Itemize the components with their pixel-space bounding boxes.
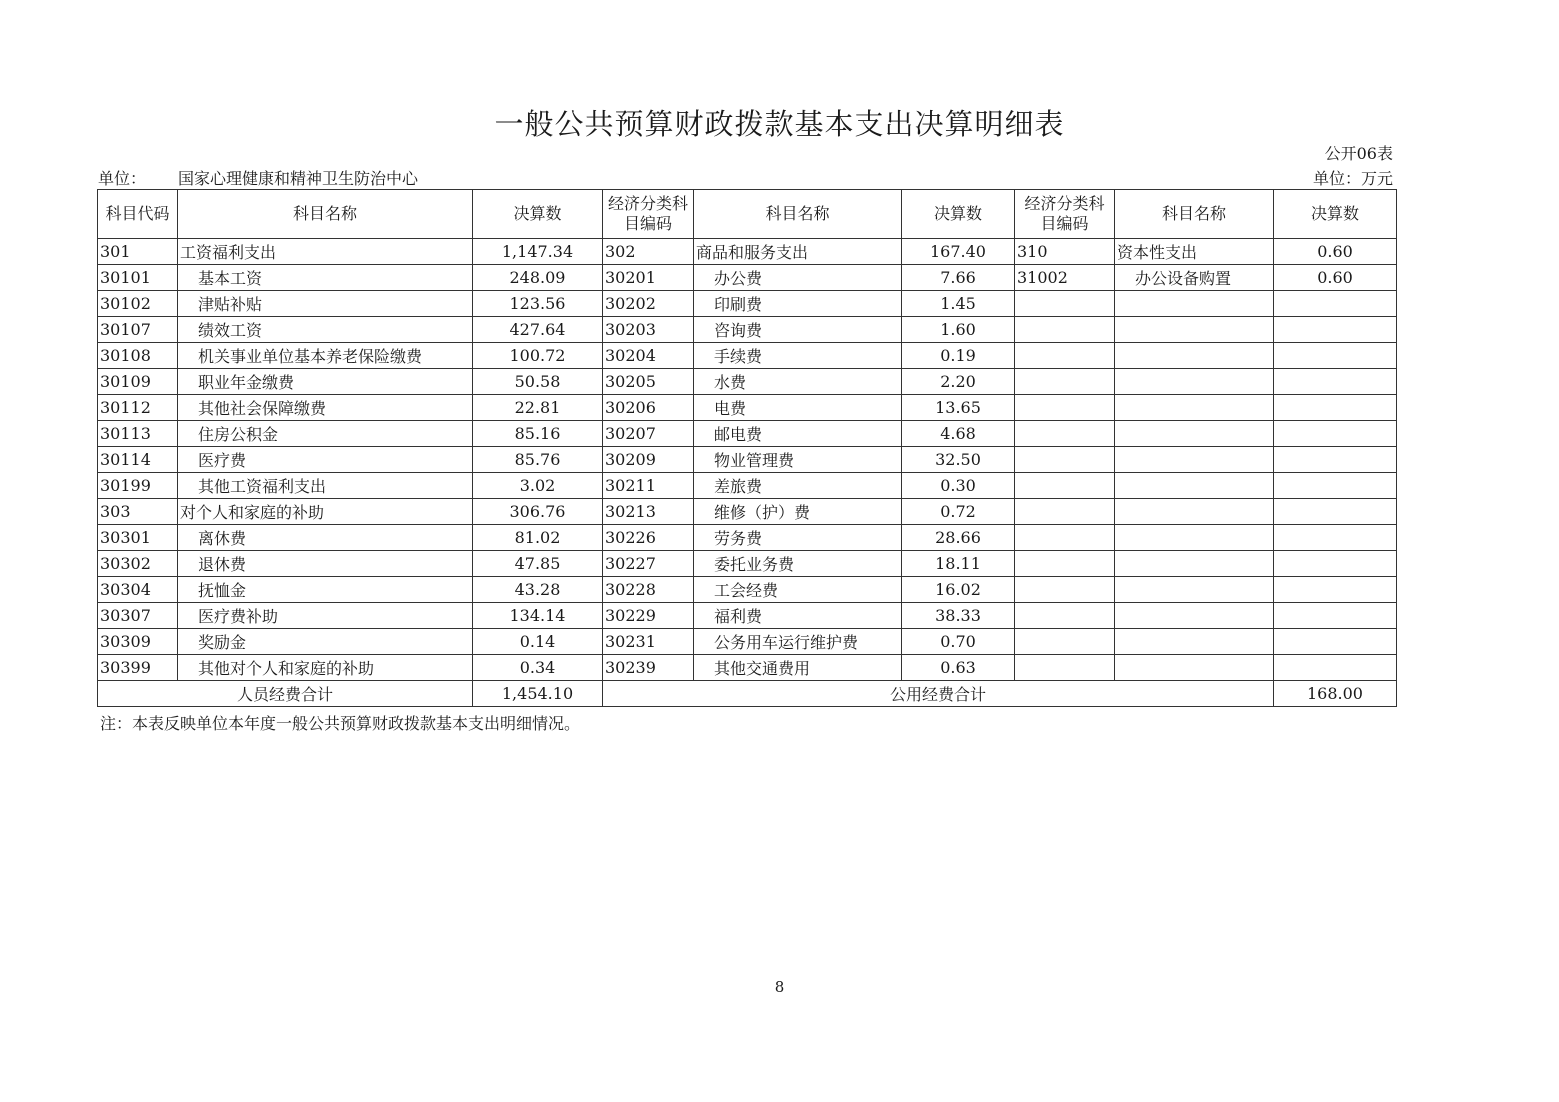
cell-amount-3 — [1274, 577, 1397, 603]
cell-code-3: 31002 — [1015, 265, 1115, 291]
cell-amount-2: 4.68 — [902, 421, 1015, 447]
cell-code-2: 30201 — [603, 265, 694, 291]
cell-amount-1: 85.16 — [473, 421, 603, 447]
cell-amount-2: 1.45 — [902, 291, 1015, 317]
cell-amount-2: 2.20 — [902, 369, 1015, 395]
cell-name-1: 职业年金缴费 — [178, 369, 473, 395]
cell-code-3: 310 — [1015, 239, 1115, 265]
cell-amount-3 — [1274, 499, 1397, 525]
cell-amount-3: 0.60 — [1274, 265, 1397, 291]
cell-code-2: 30206 — [603, 395, 694, 421]
cell-amount-2: 13.65 — [902, 395, 1015, 421]
header-name-3: 科目名称 — [1115, 190, 1274, 239]
totals-row — [98, 681, 1397, 707]
table-row — [98, 265, 1397, 291]
cell-name-1: 基本工资 — [178, 265, 473, 291]
cell-code-2: 30239 — [603, 655, 694, 681]
page-title: 一般公共预算财政拨款基本支出决算明细表 — [494, 107, 1065, 141]
personnel-total-value: 1,454.10 — [473, 681, 603, 707]
cell-amount-1: 22.81 — [473, 395, 603, 421]
form-number: 公开06表 — [1324, 144, 1393, 163]
cell-name-3 — [1115, 317, 1274, 343]
cell-amount-3 — [1274, 343, 1397, 369]
cell-amount-1: 85.76 — [473, 447, 603, 473]
cell-amount-1: 248.09 — [473, 265, 603, 291]
cell-code-2: 30203 — [603, 317, 694, 343]
cell-amount-1: 43.28 — [473, 577, 603, 603]
header-amount-3: 决算数 — [1274, 190, 1397, 239]
cell-amount-3 — [1274, 473, 1397, 499]
cell-amount-1: 134.14 — [473, 603, 603, 629]
cell-amount-2: 1.60 — [902, 317, 1015, 343]
cell-amount-1: 427.64 — [473, 317, 603, 343]
cell-name-1: 机关事业单位基本养老保险缴费 — [178, 343, 473, 369]
cell-amount-3 — [1274, 655, 1397, 681]
cell-name-1: 其他对个人和家庭的补助 — [178, 655, 473, 681]
cell-code-3 — [1015, 369, 1115, 395]
table-row — [98, 239, 1397, 265]
cell-name-1: 奖励金 — [178, 629, 473, 655]
cell-code-1: 30399 — [98, 655, 178, 681]
cell-name-2: 商品和服务支出 — [694, 239, 902, 265]
table-row — [98, 343, 1397, 369]
cell-amount-2: 0.70 — [902, 629, 1015, 655]
cell-amount-3 — [1274, 551, 1397, 577]
table-body — [98, 239, 1397, 681]
cell-amount-1: 1,147.34 — [473, 239, 603, 265]
cell-name-2: 邮电费 — [694, 421, 902, 447]
header-amount-2: 决算数 — [902, 190, 1015, 239]
header-code-1: 科目代码 — [98, 190, 178, 239]
cell-code-3 — [1015, 629, 1115, 655]
cell-code-1: 30302 — [98, 551, 178, 577]
cell-code-2: 30228 — [603, 577, 694, 603]
cell-code-2: 30202 — [603, 291, 694, 317]
table-row — [98, 421, 1397, 447]
cell-code-1: 30107 — [98, 317, 178, 343]
header-amount-1: 决算数 — [473, 190, 603, 239]
cell-amount-3 — [1274, 447, 1397, 473]
cell-amount-2: 0.63 — [902, 655, 1015, 681]
cell-amount-2: 28.66 — [902, 525, 1015, 551]
cell-code-1: 30101 — [98, 265, 178, 291]
cell-name-1: 对个人和家庭的补助 — [178, 499, 473, 525]
cell-name-2: 差旅费 — [694, 473, 902, 499]
cell-code-1: 30114 — [98, 447, 178, 473]
table-row — [98, 395, 1397, 421]
cell-code-2: 30227 — [603, 551, 694, 577]
table-row — [98, 499, 1397, 525]
cell-code-1: 301 — [98, 239, 178, 265]
page-number: 8 — [774, 978, 785, 996]
cell-name-1: 抚恤金 — [178, 577, 473, 603]
cell-code-1: 30309 — [98, 629, 178, 655]
cell-code-3 — [1015, 551, 1115, 577]
cell-amount-3 — [1274, 421, 1397, 447]
table-header-row — [98, 190, 1397, 239]
cell-name-2: 电费 — [694, 395, 902, 421]
cell-amount-1: 47.85 — [473, 551, 603, 577]
cell-code-1: 30307 — [98, 603, 178, 629]
cell-name-3 — [1115, 395, 1274, 421]
cell-name-1: 住房公积金 — [178, 421, 473, 447]
table-row — [98, 629, 1397, 655]
cell-name-2: 物业管理费 — [694, 447, 902, 473]
cell-code-1: 30113 — [98, 421, 178, 447]
cell-code-1: 303 — [98, 499, 178, 525]
cell-code-1: 30108 — [98, 343, 178, 369]
cell-code-3 — [1015, 317, 1115, 343]
cell-amount-3 — [1274, 603, 1397, 629]
cell-amount-1: 81.02 — [473, 525, 603, 551]
cell-name-2: 工会经费 — [694, 577, 902, 603]
cell-name-1: 绩效工资 — [178, 317, 473, 343]
cell-name-2: 委托业务费 — [694, 551, 902, 577]
cell-code-1: 30102 — [98, 291, 178, 317]
cell-name-2: 公务用车运行维护费 — [694, 629, 902, 655]
cell-name-2: 维修（护）费 — [694, 499, 902, 525]
table-row — [98, 603, 1397, 629]
table-row — [98, 525, 1397, 551]
cell-code-1: 30199 — [98, 473, 178, 499]
cell-amount-1: 0.34 — [473, 655, 603, 681]
cell-code-2: 302 — [603, 239, 694, 265]
cell-code-3 — [1015, 447, 1115, 473]
cell-code-3 — [1015, 421, 1115, 447]
cell-name-3: 办公设备购置 — [1115, 265, 1274, 291]
cell-code-3 — [1015, 499, 1115, 525]
table-row — [98, 317, 1397, 343]
cell-name-2: 其他交通费用 — [694, 655, 902, 681]
cell-name-3 — [1115, 603, 1274, 629]
cell-amount-2: 7.66 — [902, 265, 1015, 291]
cell-amount-3 — [1274, 525, 1397, 551]
cell-name-3 — [1115, 525, 1274, 551]
header-name-2: 科目名称 — [694, 190, 902, 239]
cell-name-1: 退休费 — [178, 551, 473, 577]
table-note: 注：本表反映单位本年度一般公共预算财政拨款基本支出明细情况。 — [100, 714, 581, 733]
cell-code-3 — [1015, 525, 1115, 551]
cell-name-2: 水费 — [694, 369, 902, 395]
header-name-1: 科目名称 — [178, 190, 473, 239]
cell-code-3 — [1015, 343, 1115, 369]
cell-amount-2: 16.02 — [902, 577, 1015, 603]
cell-code-3 — [1015, 473, 1115, 499]
cell-name-3 — [1115, 343, 1274, 369]
cell-code-1: 30112 — [98, 395, 178, 421]
cell-amount-2: 0.19 — [902, 343, 1015, 369]
personnel-total-label: 人员经费合计 — [98, 681, 473, 707]
cell-amount-1: 306.76 — [473, 499, 603, 525]
cell-amount-1: 3.02 — [473, 473, 603, 499]
cell-name-3 — [1115, 499, 1274, 525]
cell-code-2: 30229 — [603, 603, 694, 629]
cell-code-2: 30211 — [603, 473, 694, 499]
cell-code-2: 30204 — [603, 343, 694, 369]
cell-name-1: 医疗费 — [178, 447, 473, 473]
cell-amount-2: 0.30 — [902, 473, 1015, 499]
table-row — [98, 655, 1397, 681]
table-row — [98, 577, 1397, 603]
cell-code-3 — [1015, 395, 1115, 421]
cell-name-2: 劳务费 — [694, 525, 902, 551]
cell-name-3: 资本性支出 — [1115, 239, 1274, 265]
cell-code-2: 30209 — [603, 447, 694, 473]
cell-amount-2: 18.11 — [902, 551, 1015, 577]
cell-name-3 — [1115, 577, 1274, 603]
cell-amount-1: 0.14 — [473, 629, 603, 655]
cell-amount-3: 0.60 — [1274, 239, 1397, 265]
cell-name-2: 手续费 — [694, 343, 902, 369]
cell-code-2: 30231 — [603, 629, 694, 655]
header-code-2: 经济分类科目编码 — [603, 190, 694, 239]
cell-name-1: 工资福利支出 — [178, 239, 473, 265]
cell-name-1: 其他工资福利支出 — [178, 473, 473, 499]
cell-amount-3 — [1274, 317, 1397, 343]
cell-amount-2: 38.33 — [902, 603, 1015, 629]
cell-code-1: 30304 — [98, 577, 178, 603]
cell-name-1: 离休费 — [178, 525, 473, 551]
cell-name-1: 其他社会保障缴费 — [178, 395, 473, 421]
organization-name: 国家心理健康和精神卫生防治中心 — [178, 169, 419, 188]
cell-code-2: 30213 — [603, 499, 694, 525]
table-row — [98, 473, 1397, 499]
public-total-label: 公用经费合计 — [603, 681, 1274, 707]
table-row — [98, 291, 1397, 317]
cell-amount-3 — [1274, 629, 1397, 655]
public-total-value: 168.00 — [1274, 681, 1397, 707]
cell-code-2: 30207 — [603, 421, 694, 447]
cell-name-3 — [1115, 369, 1274, 395]
cell-amount-1: 123.56 — [473, 291, 603, 317]
unit-label: 单位： — [98, 169, 147, 188]
cell-name-2: 办公费 — [694, 265, 902, 291]
cell-amount-3 — [1274, 291, 1397, 317]
cell-code-3 — [1015, 603, 1115, 629]
cell-amount-2: 32.50 — [902, 447, 1015, 473]
cell-name-2: 咨询费 — [694, 317, 902, 343]
cell-amount-1: 100.72 — [473, 343, 603, 369]
cell-code-2: 30226 — [603, 525, 694, 551]
cell-name-3 — [1115, 421, 1274, 447]
table-row — [98, 447, 1397, 473]
cell-name-1: 医疗费补助 — [178, 603, 473, 629]
cell-amount-1: 50.58 — [473, 369, 603, 395]
cell-name-3 — [1115, 447, 1274, 473]
cell-name-3 — [1115, 551, 1274, 577]
table-row — [98, 369, 1397, 395]
cell-code-1: 30301 — [98, 525, 178, 551]
cell-amount-2: 0.72 — [902, 499, 1015, 525]
expenditure-table — [97, 189, 1397, 707]
cell-amount-2: 167.40 — [902, 239, 1015, 265]
cell-name-2: 印刷费 — [694, 291, 902, 317]
header-code-3: 经济分类科目编码 — [1015, 190, 1115, 239]
cell-code-3 — [1015, 291, 1115, 317]
cell-name-3 — [1115, 655, 1274, 681]
cell-code-3 — [1015, 577, 1115, 603]
cell-code-3 — [1015, 655, 1115, 681]
cell-name-1: 津贴补贴 — [178, 291, 473, 317]
cell-code-1: 30109 — [98, 369, 178, 395]
cell-amount-3 — [1274, 395, 1397, 421]
cell-code-2: 30205 — [603, 369, 694, 395]
cell-name-3 — [1115, 291, 1274, 317]
cell-name-2: 福利费 — [694, 603, 902, 629]
table-row — [98, 551, 1397, 577]
cell-name-3 — [1115, 629, 1274, 655]
cell-name-3 — [1115, 473, 1274, 499]
cell-amount-3 — [1274, 369, 1397, 395]
currency-unit: 单位：万元 — [1312, 169, 1393, 188]
